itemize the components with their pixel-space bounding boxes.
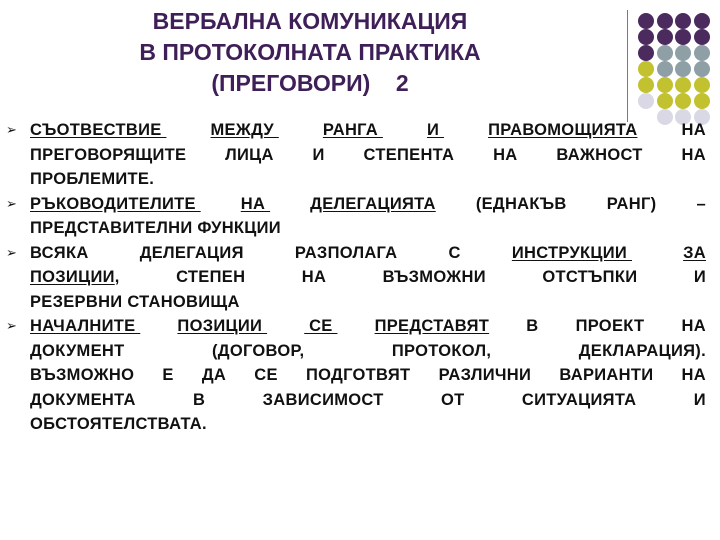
decorative-dot: [638, 93, 654, 109]
bullet-text: И: [426, 121, 445, 139]
bullet-line: [30, 290, 706, 315]
decorative-dot: [638, 13, 654, 29]
decorative-dot: [638, 45, 654, 61]
bullet-text: ДОКУМЕНТА: [30, 390, 136, 409]
bullet-text: ОТ: [440, 390, 465, 409]
bullet-text: –: [696, 194, 706, 213]
decorative-divider: [627, 10, 628, 122]
bullet-line: [30, 363, 706, 388]
bullet-text: ПОЗИЦИИ,: [30, 268, 120, 286]
title-line-3: (ПРЕГОВОРИ) 2: [211, 70, 409, 96]
bullet-text: ЗА: [683, 243, 706, 262]
bullet-text: НА: [681, 317, 706, 335]
bullet-text: И: [312, 145, 325, 164]
bullet-text: РАНГА: [322, 121, 383, 139]
bullet-line: [30, 167, 706, 192]
bullet-line: [30, 241, 706, 266]
bullet-line: [30, 192, 706, 217]
bullet-text: РАНГ): [606, 194, 657, 213]
bullet-text: СЪОТВЕСТВИЕ: [30, 121, 167, 139]
bullet-item: [6, 241, 706, 315]
bullet-text: СТЕПЕНТА: [363, 145, 455, 164]
bullet-text: В: [526, 317, 539, 335]
bullet-item: [6, 118, 706, 192]
bullet-text: РАЗПОЛАГА: [294, 243, 398, 262]
bullet-text: НА: [681, 145, 706, 164]
bullet-text: СТЕПЕН: [176, 268, 246, 286]
bullet-text: НАЧАЛНИТЕ: [30, 317, 141, 335]
decorative-dot: [694, 93, 710, 109]
bullet-item: [6, 192, 706, 241]
bullet-text: СИТУАЦИЯТА: [521, 390, 637, 409]
bullet-line: [30, 339, 706, 364]
bullet-text: РАЗЛИЧНИ: [438, 366, 532, 384]
bullet-text: ПРАВОМОЩИЯТА: [488, 121, 638, 139]
bullet-list: [6, 118, 706, 437]
bullet-line: [30, 143, 706, 168]
decorative-dot: [694, 13, 710, 29]
decorative-dot: [657, 61, 673, 77]
arrow-bullet-icon: ➢: [6, 195, 18, 211]
bullet-text: ПОЗИЦИИ: [177, 317, 268, 335]
decorative-dot: [657, 13, 673, 29]
bullet-line: [30, 314, 706, 339]
bullet-text: ПРЕДСТАВИТЕЛНИ ФУНКЦИИ: [30, 219, 281, 237]
decorative-dot: [657, 77, 673, 93]
bullet-text: ВСЯКА: [30, 243, 89, 262]
bullet-text: РЪКОВОДИТЕЛИТЕ: [30, 194, 201, 213]
decorative-dot: [657, 29, 673, 45]
bullet-text: ПРОБЛЕМИТЕ.: [30, 170, 155, 188]
bullet-text: НА: [240, 194, 271, 213]
bullet-text: НА: [681, 366, 706, 384]
decorative-dot: [657, 45, 673, 61]
bullet-text: ПРЕГОВОРЯЩИТЕ: [30, 145, 187, 164]
bullet-text: ОТСТЪПКИ: [542, 268, 638, 286]
decorative-dot: [638, 61, 654, 77]
bullet-text: ИНСТРУКЦИИ: [511, 243, 632, 262]
bullet-text: РЕЗЕРВНИ СТАНОВИЩА: [30, 292, 240, 311]
decorative-dot: [694, 61, 710, 77]
bullet-line: [30, 388, 706, 413]
decorative-dot: [675, 13, 691, 29]
bullet-text: И: [693, 390, 706, 409]
bullet-text: ВЪЗМОЖНО: [30, 366, 135, 384]
bullet-text: С: [448, 243, 461, 262]
title-line-1: ВЕРБАЛНА КОМУНИКАЦИЯ: [152, 8, 468, 34]
bullet-text: ДЕЛЕГАЦИЯ: [139, 243, 244, 262]
bullet-line: [30, 118, 706, 143]
bullet-text: ПОДГОТВЯТ: [305, 366, 411, 384]
bullet-text: В: [193, 390, 206, 409]
arrow-bullet-icon: ➢: [6, 318, 18, 333]
bullet-line: [30, 265, 706, 290]
bullet-text: НА: [681, 121, 706, 139]
bullet-text: ВЪЗМОЖНИ: [382, 268, 486, 286]
bullet-text: ДЕКЛАРАЦИЯ).: [578, 341, 706, 360]
decorative-dot: [694, 45, 710, 61]
bullet-text: НА: [301, 268, 327, 286]
decorative-dot: [675, 45, 691, 61]
decorative-dot: [694, 77, 710, 93]
decorative-dot: [638, 77, 654, 93]
decorative-dot: [657, 93, 673, 109]
bullet-text: СЕ: [254, 366, 278, 384]
bullet-text: ДА: [201, 366, 227, 384]
arrow-bullet-icon: ➢: [6, 122, 18, 137]
bullet-line: [30, 412, 706, 437]
bullet-text: (ДОГОВОР,: [211, 341, 305, 360]
bullet-text: (ЕДНАКЪВ: [475, 194, 567, 213]
bullet-text: ОБСТОЯТЕЛСТВАТА.: [30, 415, 207, 433]
bullet-text: Е: [162, 366, 174, 384]
bullet-text: ДОКУМЕНТ: [30, 341, 125, 360]
decorative-dot: [675, 29, 691, 45]
decorative-dot: [675, 77, 691, 93]
decorative-dot: [675, 93, 691, 109]
decorative-dot: [675, 61, 691, 77]
slide-title: [70, 6, 550, 99]
bullet-text: ВАРИАНТИ: [559, 366, 654, 384]
decorative-dot: [694, 29, 710, 45]
bullet-text: И: [693, 268, 706, 286]
decorative-dot: [638, 29, 654, 45]
bullet-text: ДЕЛЕГАЦИЯТА: [310, 194, 436, 213]
bullet-item: [6, 314, 706, 437]
bullet-line: [30, 216, 706, 241]
bullet-text: МЕЖДУ: [210, 121, 279, 139]
title-line-2: В ПРОТОКОЛНАТА ПРАКТИКА: [139, 39, 481, 65]
bullet-text: ЛИЦА: [225, 145, 274, 164]
bullet-text: НА: [493, 145, 518, 164]
bullet-text: ПРОТОКОЛ,: [391, 341, 492, 360]
bullet-text: ПРЕДСТАВЯТ: [374, 317, 490, 335]
bullet-text: ВАЖНОСТ: [556, 145, 643, 164]
bullet-text: ПРОЕКТ: [575, 317, 645, 335]
arrow-bullet-icon: ➢: [6, 244, 18, 260]
bullet-text: СЕ: [304, 317, 338, 335]
bullet-text: ЗАВИСИМОСТ: [262, 390, 384, 409]
